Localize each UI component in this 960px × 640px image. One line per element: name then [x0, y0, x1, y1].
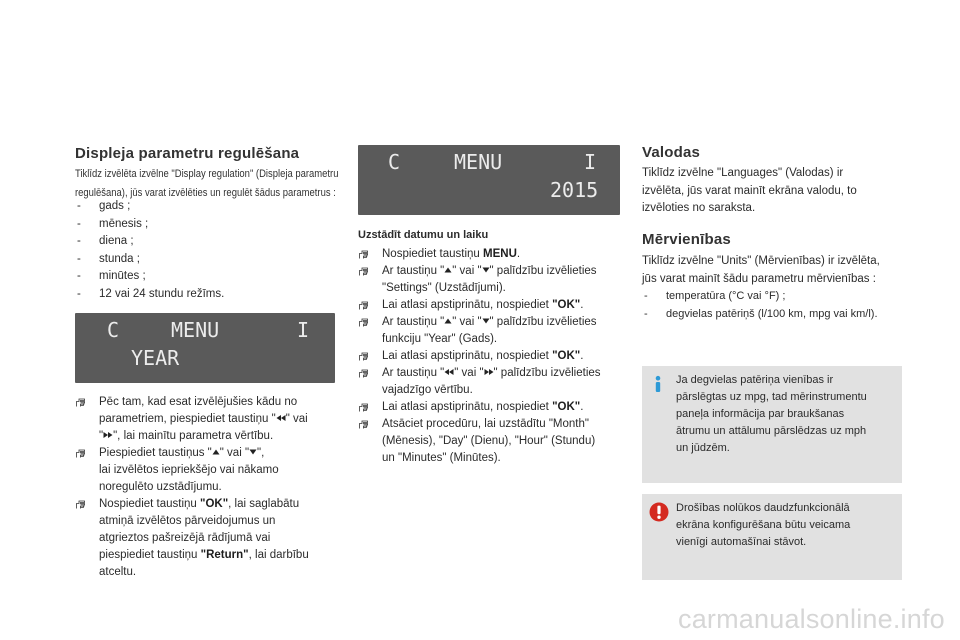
note-line: un jūdzēm. [676, 442, 730, 454]
double-right-arrow-icon [103, 431, 113, 439]
step-item: Pēc tam, kad esat izvēlējušies kādu no parametriem, piespiediet taustiņu " " vai " ", lai mainītu parametra vērtību. [75, 394, 340, 445]
intro-line: Tiklīdz izvēlēta izvēlne "Display regulation" (Displeja parametru [75, 168, 339, 180]
set-date-time-subtitle: Uzstādīt datumu un laiku [358, 229, 489, 241]
text-line: jūs varat mainīt šādu parametru mērvienības : [642, 272, 876, 285]
down-triangle-icon [249, 448, 257, 456]
list-item: - minūtes ; [75, 268, 335, 286]
step-item: Atsāciet procedūru, lai uzstādītu "Month" (Mēnesis), "Day" (Dienu), "Hour" (Stundu) un "Minutes" (Minūtes). [358, 416, 628, 467]
display-screen-year [75, 313, 335, 383]
units-text [642, 253, 917, 288]
list-item: - 12 vai 24 stundu režīms. [75, 286, 335, 304]
pointing-finger-icon [358, 351, 369, 362]
note-line: Ja degvielas patēriņa vienības ir [676, 374, 834, 386]
step-item: Lai atlasi apstiprinātu, nospiediet "OK". [358, 399, 628, 416]
list-item: - degvielas patēriņš (l/100 km, mpg vai km/l). [642, 306, 912, 324]
display-bracket-left: C [388, 150, 401, 174]
left-steps [75, 394, 340, 581]
step-item: Nospiediet taustiņu MENU. [358, 246, 628, 263]
watermark: carmanualsonline.info [678, 604, 945, 634]
double-left-arrow-icon [444, 368, 454, 376]
step-item: Ar taustiņu " " vai " " palīdzību izvēlieties funkciju "Year" (Gads). [358, 314, 628, 348]
double-left-arrow-icon [276, 414, 286, 422]
display-menu-label: MENU [171, 318, 220, 342]
pointing-finger-icon [358, 266, 369, 277]
step-item: Nospiediet taustiņu "OK", lai saglabātu atmiņā izvēlētos pārveidojumus un atgrieztos pašreizējā rādījumā vai piespiediet taustiņu "Return", lai darbību atceltu. [75, 496, 340, 581]
units-list [642, 288, 912, 323]
note-line: vienīgi automašīnai stāvot. [676, 536, 807, 548]
step-item: Piespiediet taustiņus " " vai " ", lai izvēlētos iepriekšējo vai nākamo noregulēto uzstādījumu. [75, 445, 340, 496]
info-note [642, 366, 902, 483]
note-line: ekrāna konfigurēšana būtu veicama [676, 519, 851, 531]
down-triangle-icon [482, 317, 490, 325]
list-item: - diena ; [75, 233, 335, 251]
pointing-finger-icon [358, 317, 369, 328]
list-item: - temperatūra (°C vai °F) ; [642, 288, 912, 306]
double-right-arrow-icon [484, 368, 494, 376]
text-line: izvēloties no saraksta. [642, 202, 756, 214]
step-item: Ar taustiņu " " vai " " palīdzību izvēlieties vajadzīgo vērtību. [358, 365, 628, 399]
pointing-finger-icon [358, 300, 369, 311]
text-line: Tiklīdz izvēlne "Languages" (Valodas) ir [642, 167, 844, 179]
warning-note [642, 494, 902, 580]
list-item: - gads ; [75, 198, 335, 216]
display-bracket-right: I [297, 318, 310, 342]
parameter-list [75, 198, 335, 303]
display-bracket-left: C [107, 318, 120, 342]
languages-text [642, 165, 912, 218]
list-item: - mēnesis ; [75, 216, 335, 234]
text-line: Tiklīdz izvēlne "Units" (Mērvienības) ir izvēlēta, [642, 255, 880, 267]
pointing-finger-icon [358, 249, 369, 260]
step-item: Lai atlasi apstiprinātu, nospiediet "OK". [358, 297, 628, 314]
step-item: Ar taustiņu " " vai " " palīdzību izvēlieties "Settings" (Uzstādījumi). [358, 263, 628, 297]
step-item: Lai atlasi apstiprinātu, nospiediet "OK". [358, 348, 628, 365]
display-screen-2015 [358, 145, 620, 215]
note-line: ātrumu un attālumu pārslēdzas uz mph [676, 425, 867, 437]
note-line: Drošības nolūkos daudzfunkcionālā [676, 502, 850, 514]
pointing-finger-icon [358, 402, 369, 413]
intro-line: regulēšana), jūs varat izvēlēties un regulēt šādus parametrus : [75, 187, 336, 199]
display-menu-label: MENU [454, 150, 503, 174]
pointing-finger-icon [358, 419, 369, 430]
info-icon [650, 375, 666, 393]
languages-title: Valodas [642, 144, 701, 161]
units-title: Mērvienības [642, 231, 731, 248]
warning-icon [649, 502, 669, 522]
note-line: paneļa informācija par braukšanas [676, 408, 845, 420]
pointing-finger-icon [358, 368, 369, 379]
list-item: - stunda ; [75, 251, 335, 269]
display-year-value: 2015 [550, 178, 599, 202]
pointing-finger-icon [75, 499, 86, 510]
middle-steps [358, 227, 628, 467]
note-line: pārslēgtas uz mpg, tad mērinstrumentu [676, 391, 867, 403]
down-triangle-icon [482, 266, 490, 274]
pointing-finger-icon [75, 397, 86, 408]
up-triangle-icon [212, 448, 220, 456]
display-settings-title: Displeja parametru regulēšana [75, 145, 300, 162]
text-line: izvēlēta, jūs varat mainīt ekrāna valodu, to [642, 184, 857, 197]
display-year-label: YEAR [131, 346, 180, 370]
pointing-finger-icon [75, 448, 86, 459]
display-bracket-right: I [584, 150, 597, 174]
